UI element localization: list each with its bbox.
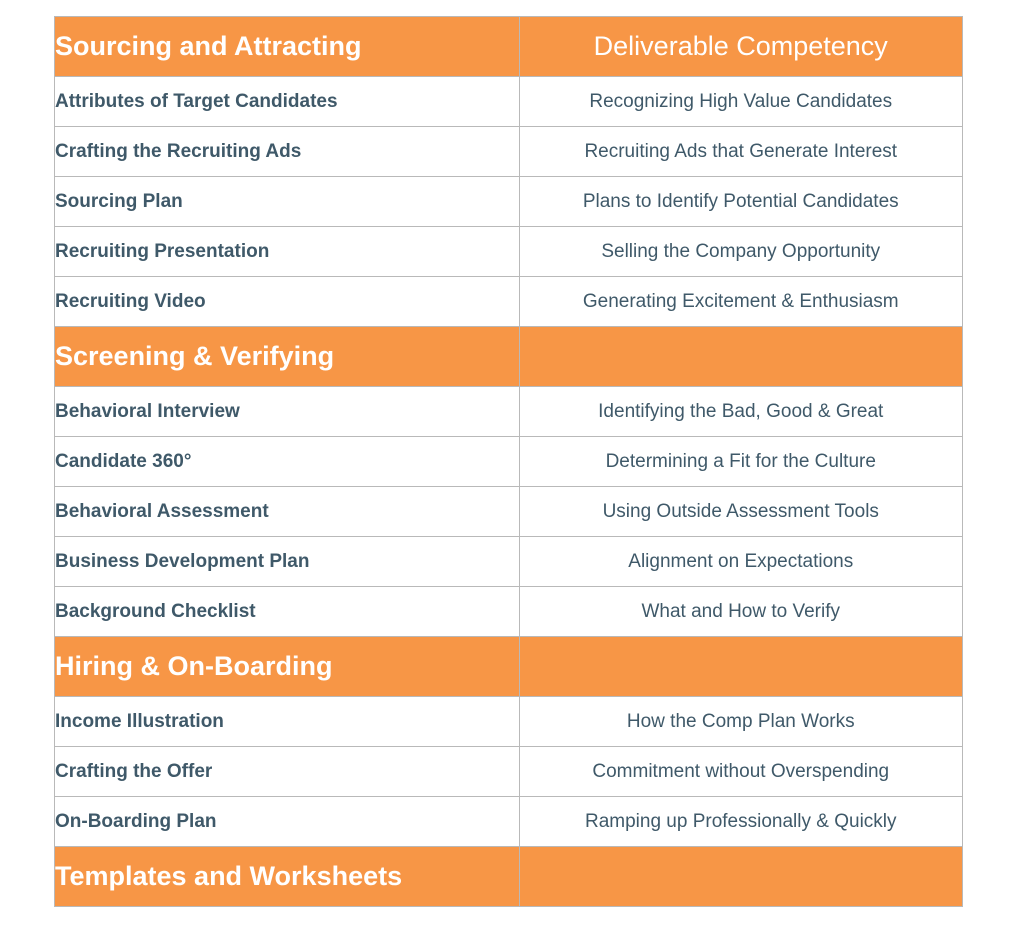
row-label: Behavioral Interview	[55, 387, 520, 437]
row-value: What and How to Verify	[519, 587, 963, 637]
table-row	[55, 487, 963, 537]
row-label: Candidate 360°	[55, 437, 520, 487]
row-value: Identifying the Bad, Good & Great	[519, 387, 963, 437]
table-row	[55, 387, 963, 437]
row-value: Alignment on Expectations	[519, 537, 963, 587]
section-header-screening	[55, 327, 963, 387]
table-row	[55, 587, 963, 637]
table-row	[55, 277, 963, 327]
row-value: Selling the Company Opportunity	[519, 227, 963, 277]
row-value: Using Outside Assessment Tools	[519, 487, 963, 537]
row-label: Recruiting Video	[55, 277, 520, 327]
row-value: How the Comp Plan Works	[519, 697, 963, 747]
table-row	[55, 77, 963, 127]
row-label: Sourcing Plan	[55, 177, 520, 227]
column-header-deliverable: Deliverable Competency	[519, 17, 963, 77]
row-label: Crafting the Offer	[55, 747, 520, 797]
table-row	[55, 177, 963, 227]
table-row	[55, 797, 963, 847]
section-header-blank	[519, 327, 963, 387]
section-title: Screening & Verifying	[55, 327, 520, 387]
section-header-hiring	[55, 637, 963, 697]
row-label: Background Checklist	[55, 587, 520, 637]
section-title: Templates and Worksheets	[55, 847, 520, 907]
competency-table	[54, 16, 963, 907]
section-header-sourcing	[55, 17, 963, 77]
section-header-blank	[519, 637, 963, 697]
table-row	[55, 747, 963, 797]
row-label: Recruiting Presentation	[55, 227, 520, 277]
section-title: Sourcing and Attracting	[55, 17, 520, 77]
row-value: Plans to Identify Potential Candidates	[519, 177, 963, 227]
row-value: Recruiting Ads that Generate Interest	[519, 127, 963, 177]
row-label: Behavioral Assessment	[55, 487, 520, 537]
section-header-blank	[519, 847, 963, 907]
row-label: Income Illustration	[55, 697, 520, 747]
table-row	[55, 697, 963, 747]
row-value: Recognizing High Value Candidates	[519, 77, 963, 127]
row-label: Crafting the Recruiting Ads	[55, 127, 520, 177]
row-value: Determining a Fit for the Culture	[519, 437, 963, 487]
section-title: Hiring & On-Boarding	[55, 637, 520, 697]
row-value: Generating Excitement & Enthusiasm	[519, 277, 963, 327]
row-label: Attributes of Target Candidates	[55, 77, 520, 127]
row-value: Commitment without Overspending	[519, 747, 963, 797]
table-row	[55, 537, 963, 587]
table-row	[55, 437, 963, 487]
row-label: Business Development Plan	[55, 537, 520, 587]
table-row	[55, 227, 963, 277]
row-label: On-Boarding Plan	[55, 797, 520, 847]
row-value: Ramping up Professionally & Quickly	[519, 797, 963, 847]
table-row	[55, 127, 963, 177]
section-header-templates	[55, 847, 963, 907]
